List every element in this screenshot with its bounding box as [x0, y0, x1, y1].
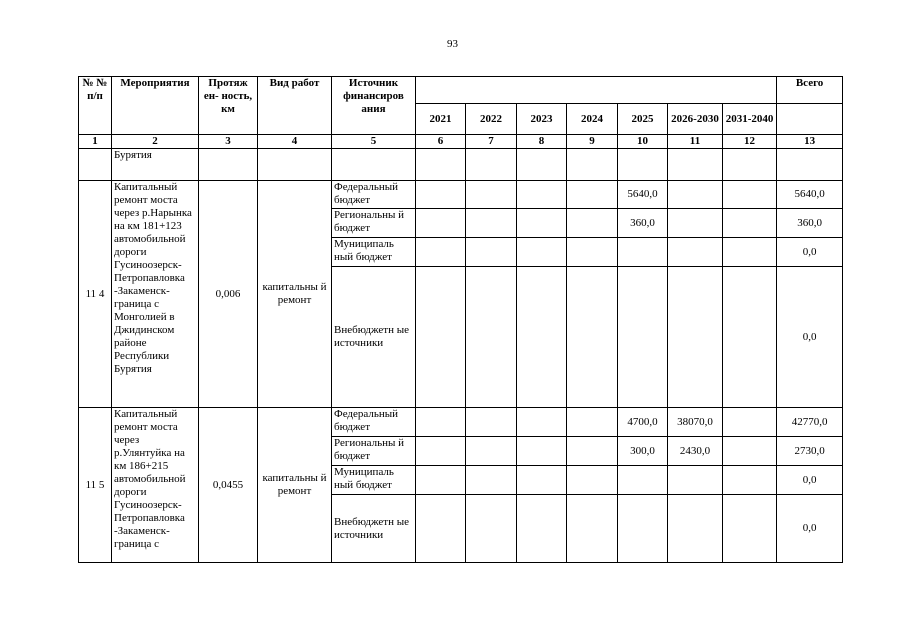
- value-2026-2030: [668, 466, 723, 495]
- col-number: 4: [258, 135, 332, 149]
- value-total: 360,0: [777, 209, 843, 238]
- col-number: 6: [416, 135, 466, 149]
- header-source: Источник финансиров ания: [332, 77, 416, 135]
- col-number: 3: [199, 135, 258, 149]
- source-label: Внебюджетн ые источники: [332, 495, 416, 563]
- col-number: 8: [517, 135, 567, 149]
- value-total: 0,0: [777, 267, 843, 408]
- header-total: Всего: [777, 77, 843, 104]
- source-label: Федеральный бюджет: [332, 408, 416, 437]
- value-2025: 5640,0: [618, 181, 668, 209]
- year-2031-2040: 2031-2040: [723, 104, 777, 135]
- source-label: Региональны й бюджет: [332, 209, 416, 238]
- header-years-span: [416, 77, 777, 104]
- event-name: Капитальный ремонт моста через р.Улянтуйка на км 186+215 автомобильной дороги Гусиноозерск- Петропавловка -Закаменск- граница с: [112, 408, 199, 563]
- table-row: [79, 408, 843, 437]
- value-2025: 300,0: [618, 437, 668, 466]
- row-number: 11 4: [79, 181, 112, 408]
- event-name: Капитальный ремонт моста через р.Нарынка на км 181+123 автомобильной дороги Гусиноозерск- Петропавловка -Закаменск- граница с Монголией в Джидинском районе Республики Бурятия: [112, 181, 199, 408]
- year-2021: 2021: [416, 104, 466, 135]
- header-length: Протяж ен- ность, км: [199, 77, 258, 135]
- value-2025: [618, 267, 668, 408]
- value-2026-2030: 38070,0: [668, 408, 723, 437]
- header-row: [79, 77, 843, 104]
- value-total: 0,0: [777, 238, 843, 267]
- value-2026-2030: [668, 181, 723, 209]
- year-2022: 2022: [466, 104, 517, 135]
- col-number: 1: [79, 135, 112, 149]
- value-2025: [618, 238, 668, 267]
- col-number: 11: [668, 135, 723, 149]
- source-label: Муниципаль ный бюджет: [332, 466, 416, 495]
- value-2026-2030: [668, 238, 723, 267]
- header-num: № № п/п: [79, 77, 112, 135]
- length-value: 0,006: [199, 181, 258, 408]
- header-work-type: Вид работ: [258, 77, 332, 135]
- year-2024: 2024: [567, 104, 618, 135]
- value-total: 0,0: [777, 495, 843, 563]
- value-total: 42770,0: [777, 408, 843, 437]
- col-number: 7: [466, 135, 517, 149]
- year-2023: 2023: [517, 104, 567, 135]
- value-2026-2030: [668, 495, 723, 563]
- financing-table: [78, 76, 843, 563]
- total-blank: [777, 104, 843, 135]
- source-label: Региональны й бюджет: [332, 437, 416, 466]
- header-events: Мероприятия: [112, 77, 199, 135]
- value-total: 0,0: [777, 466, 843, 495]
- continuation-text: Бурятия: [112, 149, 199, 181]
- value-total: 5640,0: [777, 181, 843, 209]
- length-value: 0,0455: [199, 408, 258, 563]
- page-number: 93: [447, 38, 458, 50]
- value-2025: [618, 466, 668, 495]
- value-2026-2030: 2430,0: [668, 437, 723, 466]
- year-2026-2030: 2026-2030: [668, 104, 723, 135]
- source-label: Федеральный бюджет: [332, 181, 416, 209]
- value-2026-2030: [668, 267, 723, 408]
- column-number-row: [79, 135, 843, 149]
- col-number: 13: [777, 135, 843, 149]
- work-type: капитальны й ремонт: [258, 408, 332, 563]
- continuation-row: [79, 149, 843, 181]
- value-total: 2730,0: [777, 437, 843, 466]
- col-number: 2: [112, 135, 199, 149]
- value-2025: 360,0: [618, 209, 668, 238]
- year-2025: 2025: [618, 104, 668, 135]
- value-2026-2030: [668, 209, 723, 238]
- row-number: 11 5: [79, 408, 112, 563]
- col-number: 10: [618, 135, 668, 149]
- source-label: Муниципаль ный бюджет: [332, 238, 416, 267]
- value-2025: [618, 495, 668, 563]
- work-type: капитальны й ремонт: [258, 181, 332, 408]
- value-2025: 4700,0: [618, 408, 668, 437]
- col-number: 9: [567, 135, 618, 149]
- col-number: 12: [723, 135, 777, 149]
- source-label: Внебюджетн ые источники: [332, 267, 416, 408]
- col-number: 5: [332, 135, 416, 149]
- table-row: [79, 181, 843, 209]
